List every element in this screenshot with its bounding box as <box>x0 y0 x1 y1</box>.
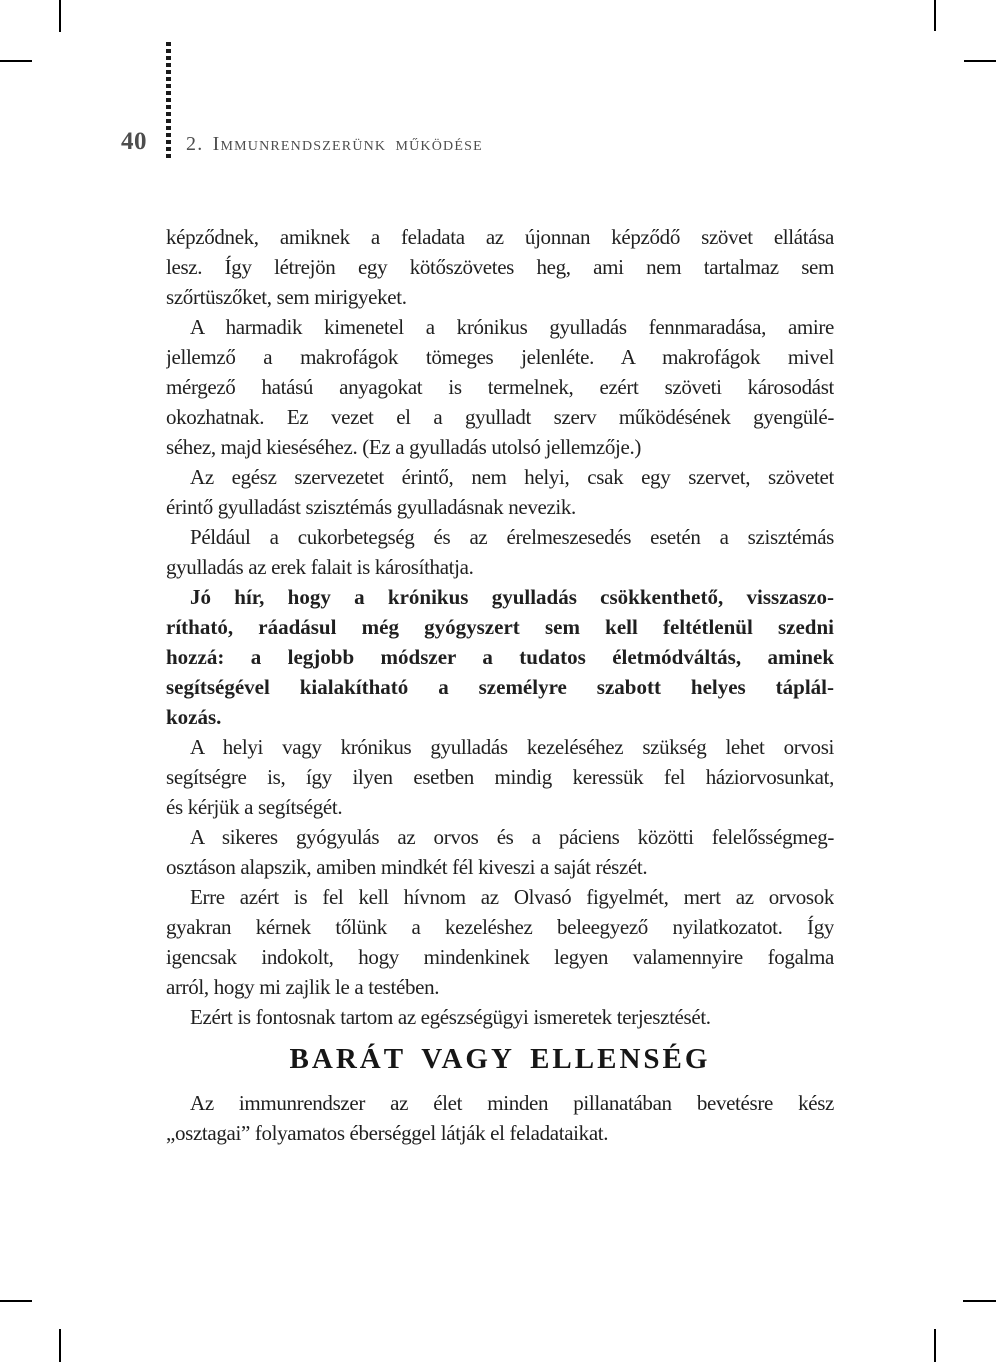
paragraph <box>166 582 834 732</box>
text-line: Erre azért is fel kell hívnom az Olvasó figyelmét, mert az orvosok <box>190 885 834 909</box>
text-line: Az immunrendszer az élet minden pillanatában bevetésre kész <box>190 1091 834 1115</box>
text-line: séhez, majd kieséséhez. (Ez a gyulladás utolsó jellemzője.) <box>166 435 641 459</box>
text-line: kozás. <box>166 705 222 729</box>
text-line: képződnek, amiknek a feladata az újonnan képződő szövet ellátása <box>166 225 834 249</box>
text-line: lesz. Így létrejön egy kötőszövetes heg, ami nem tartalmaz sem <box>166 255 834 279</box>
crop-mark-bottom-left-vertical <box>59 1329 61 1362</box>
text-line: igencsak indokolt, hogy mindenkinek legyen valamennyire fogalma <box>166 945 834 969</box>
text-line: rítható, ráadásul még gyógyszert sem kell feltétlenül szedni <box>166 615 834 639</box>
text-line: hozzá: a legjobb módszer a tudatos életmódváltás, aminek <box>166 645 834 669</box>
paragraph <box>166 1088 834 1148</box>
text-line: A helyi vagy krónikus gyulladás kezeléséhez szükség lehet orvosi <box>190 735 834 759</box>
running-header: 2. Immunrendszerünk működése <box>186 133 483 155</box>
text-line: osztáson alapszik, amiben mindkét fél kiveszi a saját részét. <box>166 855 648 879</box>
paragraph <box>166 522 834 582</box>
text-line: segítségre is, így ilyen esetben mindig keressük fel háziorvosunkat, <box>166 765 834 789</box>
paragraph <box>166 732 834 822</box>
text-line: és kérjük a segítségét. <box>166 795 343 819</box>
text-line: A harmadik kimenetel a krónikus gyulladás fennmaradása, amire <box>190 315 834 339</box>
text-line: Például a cukorbetegség és az érelmeszesedés esetén a szisztémás <box>190 525 834 549</box>
crop-mark-bottom-right-horizontal <box>963 1300 996 1302</box>
text-line: „osztagai” folyamatos éberséggel látják el feladataikat. <box>166 1121 609 1145</box>
paragraph <box>166 822 834 882</box>
text-line: gyakran kérnek tőlünk a kezeléshez beleegyező nyilatkozatot. Így <box>166 915 834 939</box>
page-number: 40 <box>121 128 147 155</box>
paragraph <box>166 1002 834 1032</box>
body-paragraphs-top <box>166 222 834 1032</box>
paragraph <box>166 312 834 462</box>
text-line: jellemző a makrofágok tömeges jelenléte. A makrofágok mivel <box>166 345 834 369</box>
text-line: okozhatnak. Ez vezet el a gyulladt szerv működésének gyengülé- <box>166 405 834 429</box>
text-line: érintő gyulladást szisztémás gyulladásnak nevezik. <box>166 495 576 519</box>
text-line: segítségével kialakítható a személyre szabott helyes táplál- <box>166 675 834 699</box>
text-line: mérgező hatású anyagokat is termelnek, ezért szöveti károsodást <box>166 375 834 399</box>
crop-mark-top-right-horizontal <box>964 60 996 62</box>
text-line: arról, hogy mi zajlik le a testében. <box>166 975 440 999</box>
crop-mark-top-left-vertical <box>59 0 61 32</box>
crop-mark-bottom-right-vertical <box>934 1329 936 1362</box>
crop-mark-bottom-left-horizontal <box>0 1300 32 1302</box>
crop-mark-top-left-horizontal <box>0 60 32 62</box>
paragraph <box>166 882 834 1002</box>
text-line: Az egész szervezetet érintő, nem helyi, csak egy szervet, szövetet <box>190 465 834 489</box>
section-heading: BARÁT VAGY ELLENSÉG <box>289 1043 711 1075</box>
paragraph <box>166 462 834 522</box>
body-paragraphs-bottom <box>166 1088 834 1148</box>
dotted-divider-rule <box>166 42 171 161</box>
text-line: Ezért is fontosnak tartom az egészségügyi ismeretek terjesztését. <box>190 1005 711 1029</box>
paragraph <box>166 222 834 312</box>
text-line: gyulladás az erek falait is károsíthatja. <box>166 555 474 579</box>
text-column <box>166 222 834 1148</box>
text-line: A sikeres gyógyulás az orvos és a páciens közötti felelősségmeg- <box>190 825 834 849</box>
text-line: Jó hír, hogy a krónikus gyulladás csökkenthető, visszaszo- <box>190 585 834 609</box>
text-line: szőrtüszőket, sem mirigyeket. <box>166 285 407 309</box>
crop-mark-top-right-vertical <box>934 0 936 31</box>
